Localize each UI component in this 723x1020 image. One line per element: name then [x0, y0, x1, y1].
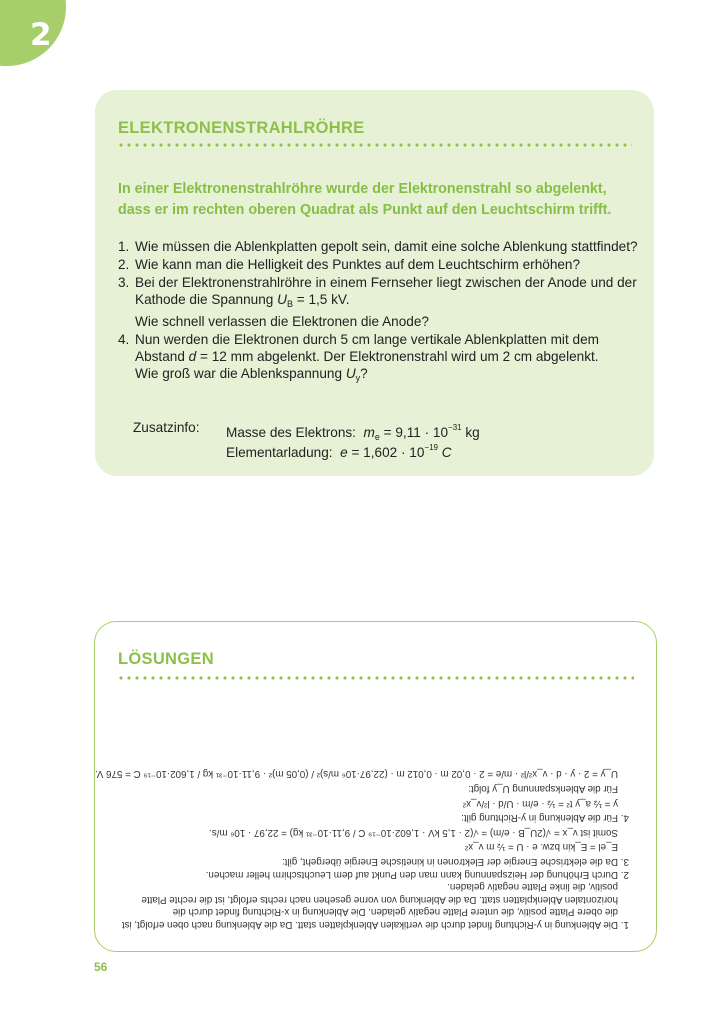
mass-value: = 9,11 · 10 — [379, 425, 449, 440]
solution-item — [119, 867, 629, 880]
mass-symbol: m — [363, 425, 375, 440]
mass-subscript: e — [374, 432, 380, 442]
question-item — [118, 256, 643, 273]
solution-equation: y = ½ a_y t² = ½ · e/m · U/d · l²/v_x² — [462, 797, 618, 809]
solution-equation: U_y = 2 · y · d · v_x²/l² · m/e = 2 · 0,02 m · 0,012 m · (22,97·10⁶ m/s)² / (0,05 m)² · 9,11·10⁻³¹ kg / 1,602·10⁻¹⁹ C = 576 V. — [94, 768, 618, 780]
elementary-charge — [226, 438, 452, 463]
title-divider — [117, 143, 632, 147]
solution-number: 2. — [620, 868, 629, 880]
solution-number: 1. — [620, 919, 629, 930]
solution-item — [119, 825, 629, 867]
solution-text: Die Ablenkung in y-Richtung findet durch die vertikalen Ablenkplatten statt. Da die Ablenkung nach oben erfolgt, ist die obere Platte positiv, die untere Platte negativ geladen. Die Ablenkung in x-Richtung findet durch die horizontalen Ablenkplatten statt. Da die Ablenkung von vorne gesehen nach rechts erfolgt, ist die rechte Platte positiv, die linke Platte negativ geladen. — [121, 881, 618, 930]
charge-label: Elementarladung: — [226, 445, 333, 460]
additional-info-label: Zusatzinfo: — [133, 420, 200, 435]
question-text: Wie kann man die Helligkeit des Punktes auf dem Leuchtschirm erhöhen? — [135, 257, 581, 272]
solution-number: 3. — [620, 856, 629, 868]
voltage-symbol: U — [277, 292, 287, 307]
question-number: 4. — [118, 332, 130, 347]
voltage-symbol: U — [345, 366, 356, 381]
mass-label: Masse des Elektrons: — [226, 425, 356, 440]
task-intro: In einer Elektronenstrahlröhre wurde der Elektronenstrahl so abgelenkt, dass er im rechten oberen Quadrat als Punkt auf den Leuchtschirm trifft. — [118, 181, 612, 218]
mass-unit: kg — [461, 425, 480, 440]
solution-item — [119, 880, 629, 930]
solution-number: 4. — [620, 812, 629, 824]
mass-exponent: −31 — [448, 423, 462, 432]
page-number: 56 — [94, 960, 108, 974]
solution-item — [94, 767, 629, 824]
charge-unit: C — [441, 445, 452, 460]
solution-text: Für die Ablenkspannung U_y folgt: — [468, 783, 618, 795]
question-text: = 12 mm abgelenkt. Der Elektronenstrahl wird um 2 cm abgelenkt. — [196, 349, 599, 364]
question-item — [118, 238, 643, 255]
charge-value: = 1,602 · 10 — [347, 445, 425, 460]
question-text: Bei der Elektronenstrahlröhre in einem Fernseher liegt zwischen der Anode und der Kathode die Spannung — [135, 275, 637, 307]
voltage-subscript: B — [286, 299, 293, 309]
question-text: Wie groß war die Ablenkspannung — [135, 366, 343, 381]
question-end: ? — [360, 366, 368, 381]
question-text: Wie müssen die Ablenkplatten gepolt sein, damit eine solche Ablenkung stattfindet? — [135, 239, 638, 254]
question-text: Nun werden die Elektronen durch 5 cm lange vertikale Ablenkplatten mit dem Abstand — [135, 332, 599, 364]
solutions-title: LÖSUNGEN — [118, 650, 214, 668]
question-number: 1. — [118, 239, 130, 254]
solutions-upside-down-text — [94, 700, 629, 930]
question-number: 2. — [118, 257, 130, 272]
chapter-number: 2 — [30, 17, 52, 53]
solution-equation: Somit ist v_x = √(2U_B · e/m) = √(2 · 1,5 kV · 1,602·10⁻¹⁹ C / 9,11·10⁻³¹ kg) = 22,97 · 10⁶ m/s. — [209, 826, 618, 838]
solutions-divider — [117, 676, 634, 680]
task-title: ELEKTRONENSTRAHLRÖHRE — [118, 119, 365, 137]
question-item — [118, 331, 643, 387]
question-number: 3. — [118, 275, 130, 290]
solution-text: Für die Ablenkung in y-Richtung gilt: — [461, 812, 618, 824]
task-card — [95, 90, 654, 476]
distance-symbol: d — [188, 349, 197, 364]
question-item — [118, 274, 643, 330]
voltage-value: = 1,5 kV. — [292, 292, 350, 307]
charge-symbol: e — [340, 445, 348, 460]
question-list — [118, 238, 643, 388]
charge-exponent: −19 — [424, 443, 438, 452]
question-text: Wie schnell verlassen die Elektronen die Anode? — [135, 314, 429, 329]
solution-text: Durch Erhöhung der Heizspannung kann man den Punkt auf dem Leuchtschirm heller machen. — [205, 868, 618, 880]
solutions-card — [94, 621, 657, 952]
solution-equation: E_el = E_kin bzw. e · U = ½ m v_x² — [464, 841, 618, 853]
voltage-subscript: y — [355, 373, 361, 383]
solution-text: Da die elektrische Energie der Elektronen in kinetische Energie übergeht, gilt: — [281, 856, 618, 868]
